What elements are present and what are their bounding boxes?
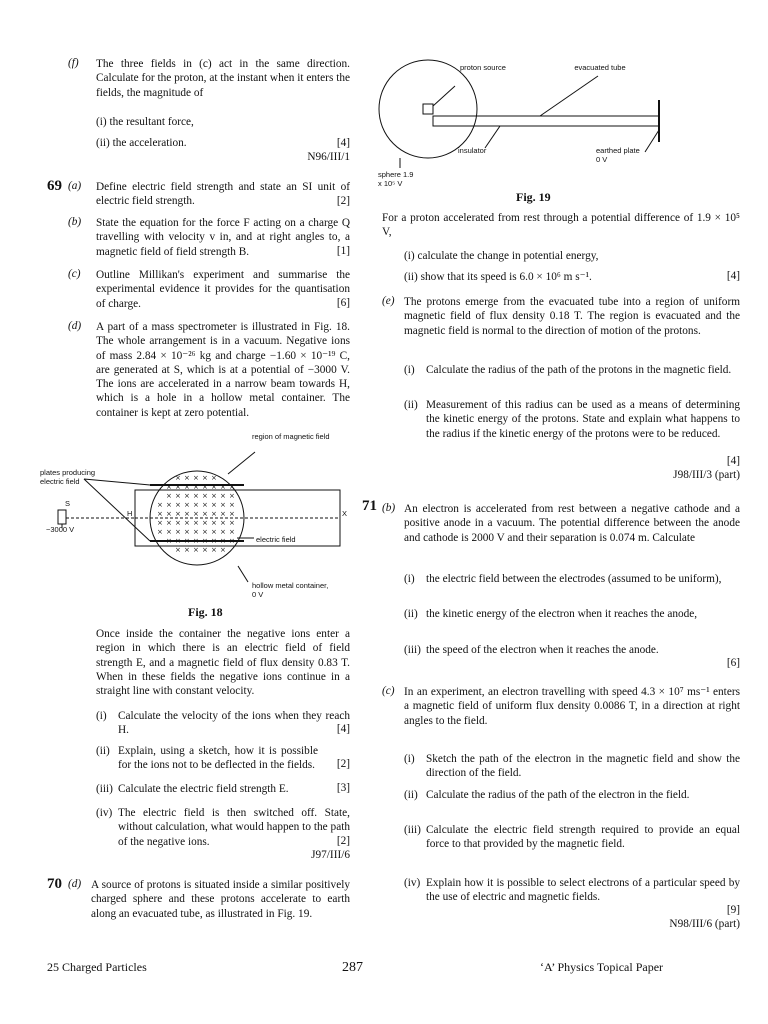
q70e-ii-label: (ii) <box>404 399 418 411</box>
part-iii-label: (iii) <box>96 783 113 795</box>
q69f-label: (f) <box>68 57 79 69</box>
q69f-i: (i) the resultant force, <box>96 116 194 128</box>
q70d-text: A source of protons is situated inside a similar positively charged sphere and these protons accelerate to earth along an evacuated tube, as illustrated in Fig. 19. <box>91 879 350 920</box>
part-i-label: (i) <box>96 710 107 722</box>
field-cross: × <box>229 537 235 545</box>
q71-ref: N98/III/6 (part) <box>669 918 740 930</box>
field-cross: × <box>184 492 190 500</box>
q69f-text: The three fields in (c) act in the same direction. Calculate for the proton, at the instant when it enters the fields, the magnitude of <box>96 58 350 99</box>
field-cross: × <box>193 546 199 554</box>
q70d-ii: (ii) show that its speed is 6.0 × 10⁶ m s⁻¹. <box>404 271 592 283</box>
field-cross: × <box>166 501 172 509</box>
fig18-label-s: S <box>65 499 71 508</box>
field-cross: × <box>175 483 181 491</box>
fig19-label-sphere: sphere 1.9 x 10⁵ V <box>378 170 414 188</box>
evacuated-tube <box>433 116 659 126</box>
q71c-marks: [9] <box>726 904 740 916</box>
q69a-marks: [2] <box>336 195 350 207</box>
field-cross: × <box>211 492 217 500</box>
q71b-iii-label: (iii) <box>404 644 421 656</box>
q69f-marks: [4] <box>336 137 350 149</box>
q71c-iv: Explain how it is possible to select electrons of a particular speed by the use of electric and magnetic fields. <box>426 877 740 904</box>
q69f-ref: N96/III/1 <box>307 151 350 163</box>
ref-j97: J97/III/6 <box>311 849 350 861</box>
footer-chapter: 25 Charged Particles <box>47 960 147 974</box>
fig18-label-region: region of magnetic field <box>252 432 330 441</box>
charged-sphere <box>379 60 477 158</box>
field-cross: × <box>184 528 190 536</box>
q69d-text: A part of a mass spectrometer is illustrated in Fig. 18. The whole arrangement is in a vacuum. Negative ions of mass 2.84 × 10⁻²⁶ kg and charge −1.60 × 10⁻¹⁹ C, are generated at S, which is at a potential of −3000 V. The ions are accelerated in a narrow beam towards H, which is a hole in a hollow metal container. The container is kept at zero potential. <box>96 321 350 419</box>
q71c-label: (c) <box>382 685 395 697</box>
field-cross: × <box>193 537 199 545</box>
q69c-text: Outline Millikan's experiment and summarise the experimental evidence it provides for the quantisation of charge. <box>96 269 350 310</box>
q69a-text: Define electric field strength and state an SI unit of electric field strength. <box>96 181 350 208</box>
field-cross: × <box>211 528 217 536</box>
field-cross: × <box>202 537 208 545</box>
field-cross: × <box>229 519 235 527</box>
field-cross: × <box>193 519 199 527</box>
field-cross: × <box>229 510 235 518</box>
field-cross: × <box>175 492 181 500</box>
field-cross: × <box>166 519 172 527</box>
footer-page-number: 287 <box>342 960 363 975</box>
fig18-label-volt: −3000 V <box>46 525 75 534</box>
field-cross: × <box>193 528 199 536</box>
q71c-text: In an experiment, an electron travelling with speed 4.3 × 10⁷ ms⁻¹ enters a magnetic field of uniform flux density 0.0086 T, in a direction at right angles to the field. <box>404 686 740 727</box>
part-ii-text: Explain, using a sketch, how it is possible for the ions not to be deflected in the fields. <box>118 745 318 772</box>
field-cross: × <box>220 483 226 491</box>
q71c-i: Sketch the path of the electron in the magnetic field and show the direction of the field. <box>426 753 740 780</box>
part-ii-label: (ii) <box>96 745 110 757</box>
q70d-ii-marks: [4] <box>726 270 740 282</box>
footer-book-title: ‘A’ Physics Topical Paper <box>540 960 664 974</box>
field-cross: × <box>184 483 190 491</box>
q71c-iv-label: (iv) <box>404 877 421 889</box>
fig19-label-insulator: insulator <box>458 146 487 155</box>
field-cross: × <box>211 519 217 527</box>
field-cross: × <box>193 501 199 509</box>
q70d-i: (i) calculate the change in potential energy, <box>404 250 599 262</box>
field-cross: × <box>175 528 181 536</box>
q70e-i: Calculate the radius of the path of the protons in the magnetic field. <box>426 364 732 376</box>
field-cross: × <box>211 510 217 518</box>
after-fig18-text: Once inside the container the negative ions enter a region in which there is an electric field of field strength E, and a magnetic field of flux density 0.83 T. When in these fields the negative ions continue in a straight line with constant velocity. <box>96 628 350 698</box>
q70e-marks: [4] <box>726 455 740 467</box>
q70e-i-label: (i) <box>404 364 415 376</box>
q70d-label: (d) <box>68 878 82 890</box>
field-cross: × <box>220 492 226 500</box>
q71b-label: (b) <box>382 502 396 514</box>
field-cross: × <box>211 537 217 545</box>
source-s <box>58 510 66 524</box>
fig18-label-container: hollow metal container, 0 V <box>252 581 329 599</box>
field-cross: × <box>211 546 217 554</box>
field-cross: × <box>184 510 190 518</box>
q69-number: 69 <box>47 178 62 194</box>
q70e-label: (e) <box>382 295 395 307</box>
field-cross: × <box>202 474 208 482</box>
fig19-caption: Fig. 19 <box>516 190 551 204</box>
q71b-text: An electron is accelerated from rest between a negative cathode and a positive anode in a vacuum. The potential difference between the anode and cathode is 2000 V and their separation is 0.074 m. Calculate <box>404 503 740 544</box>
q69f-ii: (ii) the acceleration. <box>96 137 187 149</box>
q69c-marks: [6] <box>336 297 350 309</box>
field-cross: × <box>166 510 172 518</box>
fig18-label-h: H <box>127 509 133 518</box>
fig19-label-tube: evacuated tube <box>574 63 626 72</box>
fig19-label-earthed: earthed plate 0 V <box>596 146 640 164</box>
field-cross: × <box>202 483 208 491</box>
field-cross: × <box>220 537 226 545</box>
q71c-ii-label: (ii) <box>404 789 418 801</box>
q70e-ii: Measurement of this radius can be used as a means of determining the kinetic energy of the protons. State and explain what happens to the radius if the kinetic energy of the protons were to be reduced. <box>426 399 740 440</box>
field-cross: × <box>229 492 235 500</box>
q71c-ii: Calculate the radius of the path of the electron in the field. <box>426 789 690 801</box>
q69a-label: (a) <box>68 180 82 192</box>
field-cross: × <box>184 474 190 482</box>
field-cross: × <box>175 510 181 518</box>
q71b-marks: [6] <box>726 657 740 669</box>
field-cross: × <box>157 519 163 527</box>
q69b-label: (b) <box>68 216 82 228</box>
q71b-ii: the kinetic energy of the electron when it reaches the anode, <box>426 608 698 620</box>
field-cross: × <box>220 519 226 527</box>
field-cross: × <box>175 519 181 527</box>
field-cross: × <box>184 537 190 545</box>
field-cross: × <box>175 537 181 545</box>
q70e-ref: J98/III/3 (part) <box>673 469 740 481</box>
field-cross: × <box>184 519 190 527</box>
part-iv-label: (iv) <box>96 807 113 819</box>
part-i-marks: [4] <box>336 723 350 735</box>
field-cross: × <box>193 483 199 491</box>
fig18-diagram <box>0 0 370 620</box>
field-cross: × <box>166 492 172 500</box>
field-cross: × <box>193 474 199 482</box>
field-cross: × <box>202 492 208 500</box>
field-cross: × <box>229 483 235 491</box>
fig18-label-plates: plates producing electric field <box>40 468 96 486</box>
field-cross: × <box>220 528 226 536</box>
part-iii-marks: [3] <box>336 782 350 794</box>
field-cross: × <box>220 510 226 518</box>
q71b-ii-label: (ii) <box>404 608 418 620</box>
field-cross: × <box>229 501 235 509</box>
part-ii-marks: [2] <box>336 758 350 770</box>
field-cross: × <box>193 510 199 518</box>
field-cross: × <box>202 528 208 536</box>
field-cross: × <box>202 510 208 518</box>
q71b-i: the electric field between the electrodes (assumed to be uniform), <box>426 573 722 585</box>
field-cross: × <box>229 528 235 536</box>
q70d-intro: For a proton accelerated from rest through a potential difference of 1.9 × 10⁵ V, <box>382 212 740 239</box>
field-cross: × <box>157 528 163 536</box>
part-i-text: Calculate the velocity of the ions when they reach H. <box>118 710 350 737</box>
field-cross: × <box>202 546 208 554</box>
field-cross: × <box>166 528 172 536</box>
field-cross: × <box>202 501 208 509</box>
fig18-caption: Fig. 18 <box>188 605 223 619</box>
field-cross: × <box>166 483 172 491</box>
field-cross: × <box>184 501 190 509</box>
fig18-label-efield: electric field <box>256 535 296 544</box>
q70-number: 70 <box>47 876 62 892</box>
q71b-iii: the speed of the electron when it reaches the anode. <box>426 644 659 656</box>
q69b-text: State the equation for the force F acting on a charge Q travelling with velocity v in, and at right angles to, a magnetic field of field strength B. <box>96 217 350 258</box>
q69d-label: (d) <box>68 320 82 332</box>
field-cross: × <box>220 501 226 509</box>
q71c-iii: Calculate the electric field strength required to provide an equal force to that provided by the magnetic field. <box>426 824 740 851</box>
field-cross: × <box>202 519 208 527</box>
field-cross: × <box>175 501 181 509</box>
field-cross: × <box>175 546 181 554</box>
part-iv-text: The electric field is then switched off. State, without calculation, what would happen to the path of the negative ions. <box>118 807 350 848</box>
field-cross: × <box>220 546 226 554</box>
field-cross: × <box>166 537 172 545</box>
field-cross: × <box>211 483 217 491</box>
q71c-i-label: (i) <box>404 753 415 765</box>
fig18-label-x: X <box>342 509 348 518</box>
field-cross: × <box>157 510 163 518</box>
fig18-field-crosses <box>157 474 235 554</box>
field-cross: × <box>211 474 217 482</box>
part-iv-marks: [2] <box>336 835 350 847</box>
fig19-label-proton: proton source <box>460 63 506 72</box>
q69c-label: (c) <box>68 268 81 280</box>
q71-number: 71 <box>362 498 377 514</box>
field-cross: × <box>184 546 190 554</box>
field-cross: × <box>211 501 217 509</box>
field-cross: × <box>193 492 199 500</box>
field-cross: × <box>175 474 181 482</box>
proton-source-box <box>423 104 433 114</box>
q71c-iii-label: (iii) <box>404 824 421 836</box>
fig19-diagram <box>370 0 768 200</box>
part-iii-text: Calculate the electric field strength E. <box>118 783 289 795</box>
q70e-text: The protons emerge from the evacuated tube into a region of uniform magnetic field of flux density 0.18 T. The region is evacuated and the magnetic field is normal to the direction of motion of the protons. <box>404 296 740 337</box>
field-cross: × <box>157 501 163 509</box>
q71b-i-label: (i) <box>404 573 415 585</box>
q69b-marks: [1] <box>336 245 350 257</box>
